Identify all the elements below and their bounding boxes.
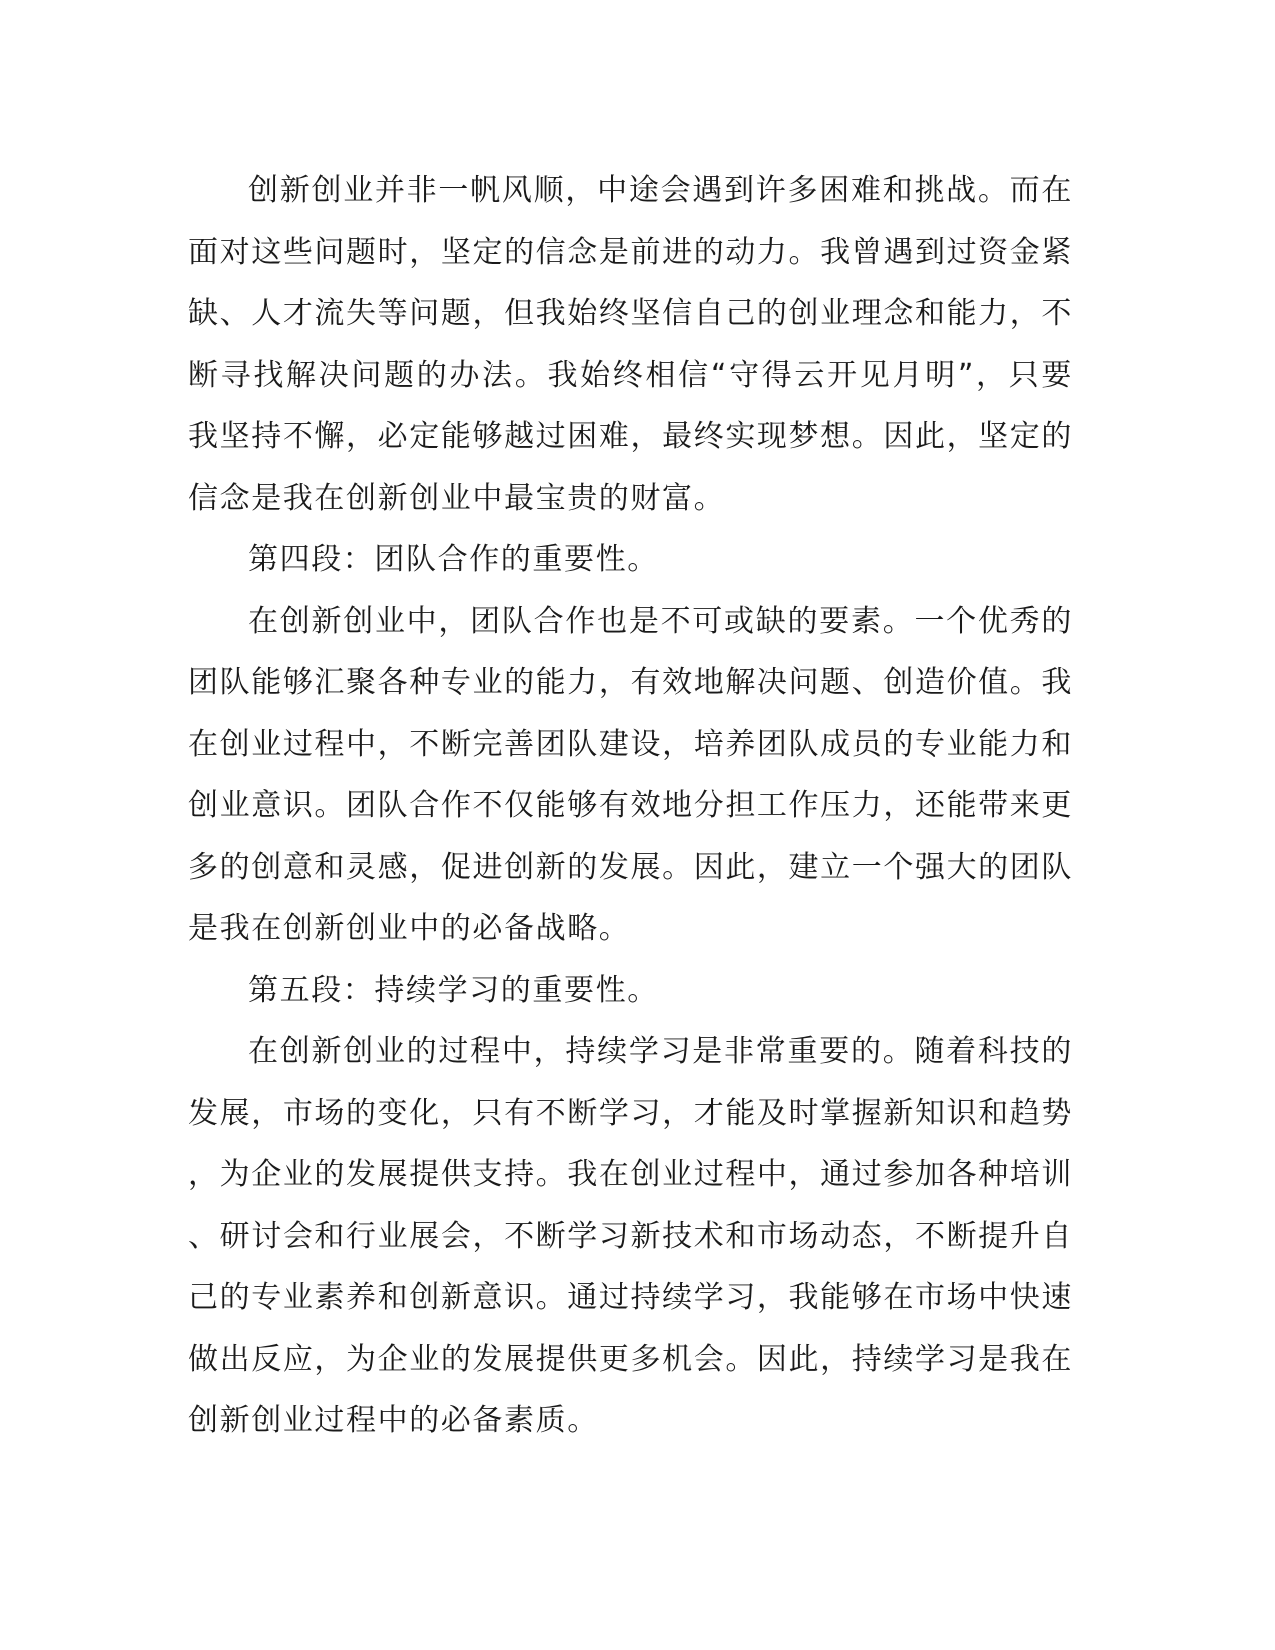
section-heading-5: 第五段：持续学习的重要性。 (248, 972, 659, 1008)
section-heading-4: 第四段：团队合作的重要性。 (248, 542, 659, 577)
document-body (188, 160, 1073, 1452)
paragraph-teamwork: 在创新创业中，团队合作也是不可或缺的要素。一个优秀的团队能够汇聚各种专业的能力，有效地解决问题、创造价值。我在创业过程中，不断完善团队建设，培养团队成员的专业能力和创业意识。团队合作不仅能够有效地分担工作压力，还能带来更多的创意和灵感，促进创新的发展。因此，建立一个强大的团队是我在创新创业中的必备战略。 (188, 603, 1073, 946)
paragraph-belief: 创新创业并非一帆风顺，中途会遇到许多困难和挑战。而在面对这些问题时，坚定的信念是前进的动力。我曾遇到过资金紧缺、人才流失等问题，但我始终坚信自己的创业理念和能力，不断寻找解决问题的办法。我始终相信“守得云开见月明”，只要我坚持不懈，必定能够越过困难，最终实现梦想。因此，坚定的信念是我在创新创业中最宝贵的财富。 (188, 173, 1073, 516)
paragraph-learning: 在创新创业的过程中，持续学习是非常重要的。随着科技的发展，市场的变化，只有不断学习，才能及时掌握新知识和趋势，为企业的发展提供支持。我在创业过程中，通过参加各种培训、研讨会和行业展会，不断学习新技术和市场动态，不断提升自己的专业素养和创新意识。通过持续学习，我能够在市场中快速做出反应，为企业的发展提供更多机会。因此，持续学习是我在创新创业过程中的必备素质。 (188, 1034, 1073, 1438)
